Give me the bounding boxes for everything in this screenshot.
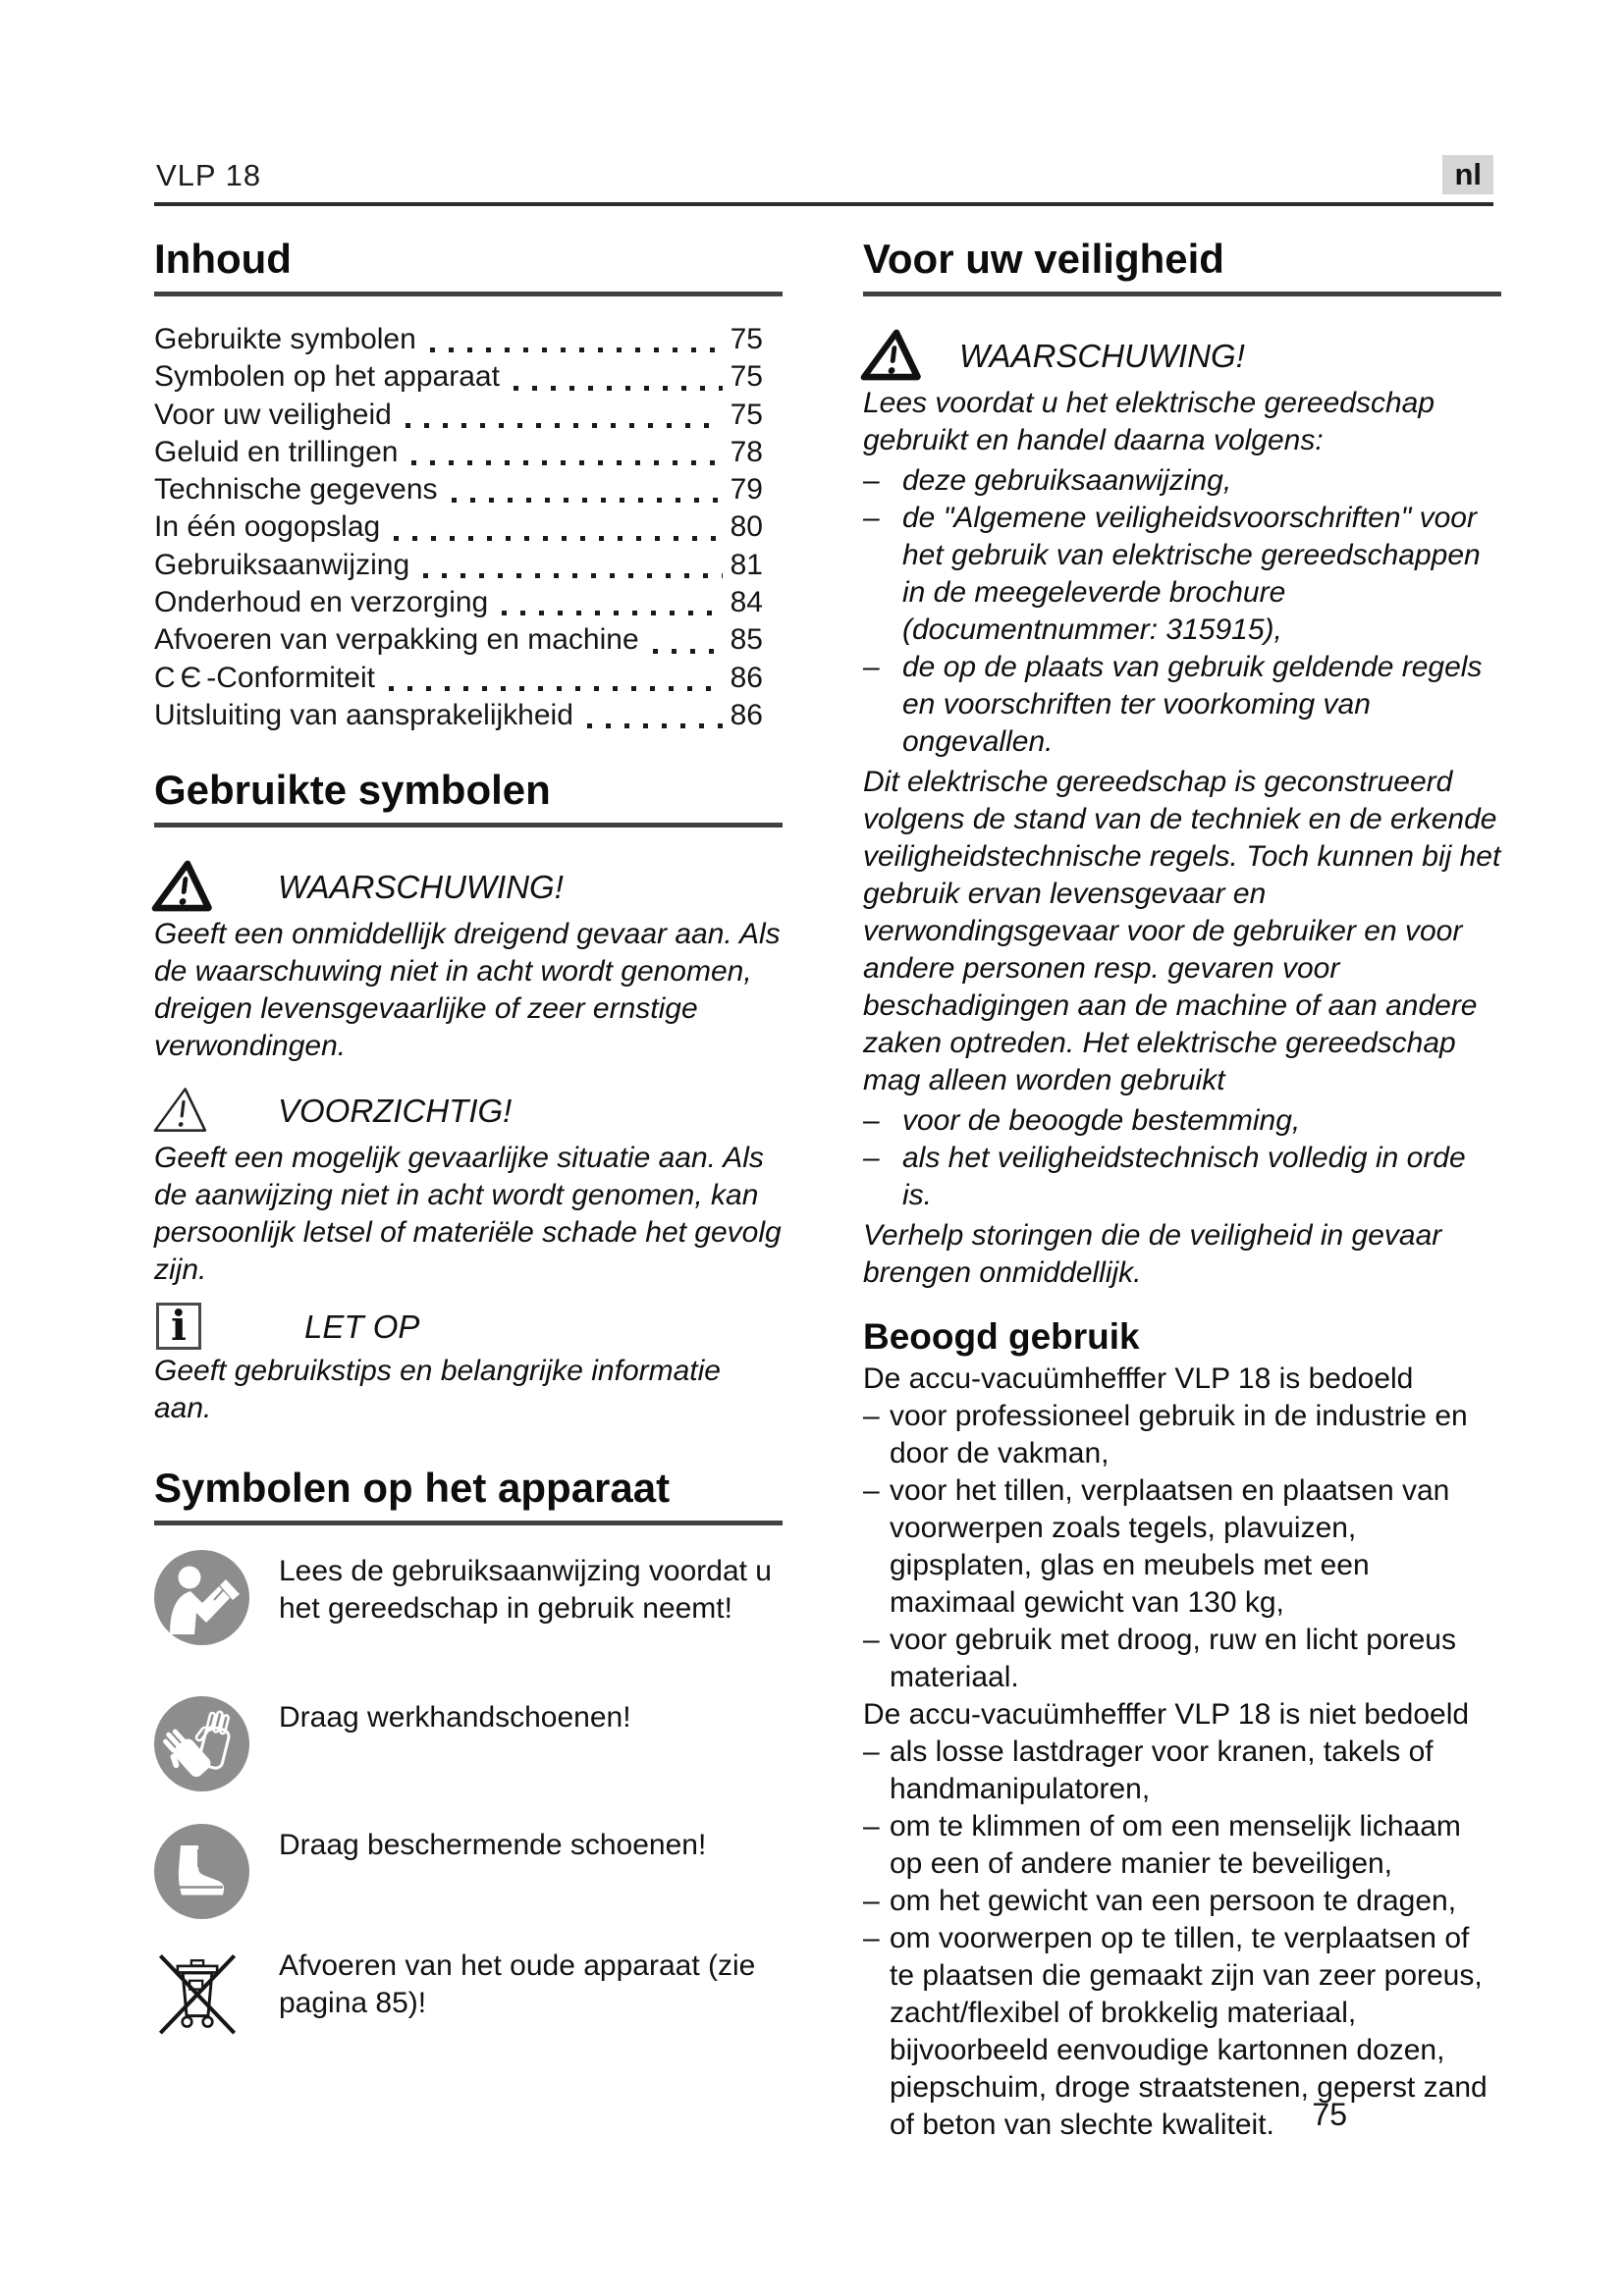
dot-leader: [502, 611, 722, 615]
safety-bullet: – als het veiligheidstechnisch volledig in orde is.: [863, 1142, 1466, 1211]
toc-item-page: 79: [730, 473, 763, 507]
toc-item-label: Gebruiksaanwijzing: [154, 548, 410, 581]
toc-item-page: 85: [730, 623, 763, 657]
toc-item-page: 75: [730, 323, 763, 355]
toc-item-label: Symbolen op het apparaat: [154, 360, 500, 394]
toc-row: [154, 699, 783, 736]
toc-item-label: CЄ-Conformiteit: [154, 661, 375, 694]
note-title: LET OP: [304, 1308, 420, 1346]
dot-leader: [411, 460, 722, 465]
dot-leader: [389, 686, 723, 691]
device-symbol-row: [154, 1696, 783, 1791]
dash-marker: –: [863, 1400, 880, 1432]
safety-heading: Voor uw veiligheid: [863, 236, 1501, 296]
dot-leader: [452, 498, 723, 503]
toc-row: [154, 623, 783, 661]
read-manual-icon: [154, 1550, 249, 1645]
intended-use-bullet: – als losse lastdrager voor kranen, takels of handmanipulatoren,: [863, 1735, 1434, 1805]
symbols-used-heading: Gebruikte symbolen: [154, 767, 783, 828]
dot-leader: [406, 423, 723, 428]
dash-marker: –: [863, 1624, 880, 1656]
protective-shoes-icon: [154, 1824, 249, 1919]
intended-use-bullet: – voor gebruik met droog, ruw en licht poreus materiaal.: [863, 1624, 1456, 1693]
toc-row: [154, 323, 783, 360]
safety-warning-block: [863, 326, 1501, 382]
toc-item-page: 75: [730, 360, 763, 394]
intended-use-bullet: – voor professioneel gebruik in de industrie en door de vakman,: [863, 1400, 1468, 1469]
dot-leader: [394, 536, 722, 541]
device-symbols-heading: Symbolen op het apparaat: [154, 1465, 783, 1525]
dot-leader: [587, 723, 723, 728]
dot-leader: [430, 347, 723, 352]
dash-marker: –: [863, 1142, 880, 1174]
intended-use-bullet: – om voorwerpen op te tillen, te verplaatsen of te plaatsen die gemaakt zijn van zeer poreus, zacht/flexibel of brokkelig materiaal, bijvoorbeeld eenvoudige kartonnen dozen, piepschuim, droge straatstenen, geperst zand of beton van slechte kwaliteit.: [863, 1922, 1488, 2141]
ce-mark-icon: CЄ: [154, 661, 207, 694]
intended-use-paragraph: De accu-vacuümhefffer VLP 18 is bedoeld: [863, 1362, 1414, 1395]
dash-marker: –: [863, 464, 880, 497]
toc-item-label: Geluid en trillingen: [154, 435, 399, 468]
warning-title: WAARSCHUWING!: [278, 869, 564, 906]
note-block: [154, 1303, 783, 1350]
toc-item-label: Voor uw veiligheid: [154, 398, 392, 431]
device-symbol-text: Draag beschermende schoenen!: [279, 1829, 707, 1862]
toc-item-label: Onderhoud en verzorging: [154, 586, 489, 619]
dash-marker: –: [863, 1885, 880, 1917]
device-symbol-text: Afvoeren van het oude apparaat (zie pagina 85)!: [279, 1949, 756, 2020]
page-number: 75: [1312, 2097, 1347, 2132]
toc-item-label: In één oogopslag: [154, 510, 381, 544]
toc-item-page: 86: [730, 661, 763, 694]
intended-use-bullet: – om het gewicht van een persoon te dragen,: [863, 1883, 1501, 1920]
caution-title: VOORZICHTIG!: [278, 1093, 513, 1130]
safety-bullet: – deze gebruiksaanwijzing,: [863, 462, 1501, 500]
right-column: [863, 236, 1501, 2144]
device-symbol-text: Lees de gebruiksaanwijzing voordat u het gereedschap in gebruik neemt!: [279, 1555, 772, 1626]
toc-row: [154, 549, 783, 586]
info-icon: i: [156, 1303, 201, 1350]
caution-block: [154, 1081, 783, 1137]
dash-marker: –: [863, 1474, 880, 1507]
left-column: [154, 236, 783, 2041]
toc-row-ce-conformity: [154, 662, 783, 699]
language-badge: nl: [1442, 155, 1493, 194]
intended-use-paragraph: De accu-vacuümhefffer VLP 18 is niet bedoeld: [863, 1698, 1470, 1731]
toc-item-page: 86: [730, 698, 763, 731]
dash-marker: –: [863, 1104, 880, 1137]
intended-use-bullet: – voor het tillen, verplaatsen en plaatsen van voorwerpen zoals tegels, plavuizen, gipsplaten, glas en meubels met een maximaal gewicht van 130 kg,: [863, 1474, 1450, 1619]
toc-item-page: 80: [730, 510, 763, 544]
dot-leader: [653, 649, 723, 654]
caution-text: Geeft een mogelijk gevaarlijke situatie aan. Als de aanwijzing niet in acht wordt genomen, kan persoonlijk letsel of materiële schade het gevolg zijn.: [154, 1142, 782, 1287]
toc-item-label: Technische gegevens: [154, 473, 438, 507]
safety-warning-title: WAARSCHUWING!: [959, 338, 1245, 374]
warning-triangle-icon: [863, 326, 940, 382]
safety-bullet: – de op de plaats van gebruik geldende regels en voorschriften ter voorkoming van ongevallen.: [863, 651, 1483, 758]
safety-paragraph: Verhelp storingen die de veiligheid in gevaar brengen onmiddellijk.: [863, 1219, 1442, 1289]
toc-row: [154, 436, 783, 473]
safety-paragraph: Dit elektrische gereedschap is geconstrueerd volgens de stand van de techniek en de erkende veiligheidstechnische regels. Toch kunnen bij het gebruik ervan levensgevaar en verwondingsgevaar voor de gebruiker en voor andere personen resp. gevaren voor beschadigingen aan de machine of aan andere zaken optreden. Het elektrische gereedschap mag alleen worden gebruikt: [863, 766, 1501, 1096]
dash-marker: –: [863, 502, 880, 534]
dash-marker: –: [863, 1810, 880, 1842]
caution-triangle-icon: [154, 1081, 231, 1137]
safety-bullet: – voor de beoogde bestemming,: [863, 1102, 1501, 1140]
toc-item-label: Gebruikte symbolen: [154, 323, 416, 355]
toc-row: [154, 360, 783, 398]
device-symbol-row: [154, 1550, 783, 1645]
toc-row: [154, 510, 783, 548]
warning-text: Geeft een onmiddellijk dreigend gevaar aan. Als de waarschuwing niet in acht wordt genomen, dreigen levensgevaarlijke of zeer ernstige verwondingen.: [154, 918, 781, 1063]
table-of-contents: [154, 323, 783, 736]
weee-bin-icon: [154, 1945, 249, 2041]
safety-intro: Lees voordat u het elektrische gereedschap gebruikt en handel daarna volgens:: [863, 387, 1435, 456]
device-symbol-row: [154, 1824, 783, 1919]
dash-marker: –: [863, 1735, 880, 1768]
toc-item-page: 75: [730, 398, 763, 431]
toc-item-label: Afvoeren van verpakking en machine: [154, 623, 639, 657]
toc-item-page: 84: [730, 586, 763, 619]
device-symbol-row: [154, 1945, 783, 2041]
model-number: VLP 18: [156, 158, 262, 192]
toc-heading: Inhoud: [154, 236, 783, 296]
gloves-icon: [154, 1696, 249, 1791]
dash-marker: –: [863, 1922, 880, 1954]
warning-triangle-icon: [154, 857, 231, 913]
toc-row: [154, 586, 783, 623]
intended-use-heading: Beoogd gebruik: [863, 1316, 1140, 1357]
toc-item-page: 81: [730, 548, 763, 581]
toc-row: [154, 399, 783, 436]
toc-item-page: 78: [730, 435, 763, 468]
toc-row: [154, 473, 783, 510]
safety-bullet: – de "Algemene veiligheidsvoorschriften" voor het gebruik van elektrische gereedschappen in de meegeleverde brochure (documentnummer: 315915),: [863, 502, 1481, 646]
page-header: [154, 143, 1493, 206]
toc-item-label: Uitsluiting van aansprakelijkheid: [154, 698, 573, 731]
dash-marker: –: [863, 651, 880, 683]
device-symbol-text: Draag werkhandschoenen!: [279, 1701, 631, 1735]
note-text: Geeft gebruikstips en belangrijke informatie aan.: [154, 1355, 721, 1425]
dot-leader: [423, 573, 722, 578]
intended-use-bullet: – om te klimmen of om een menselijk lichaam op een of andere manier te beveiligen,: [863, 1810, 1461, 1880]
dot-leader: [514, 386, 723, 391]
warning-block: [154, 857, 783, 913]
